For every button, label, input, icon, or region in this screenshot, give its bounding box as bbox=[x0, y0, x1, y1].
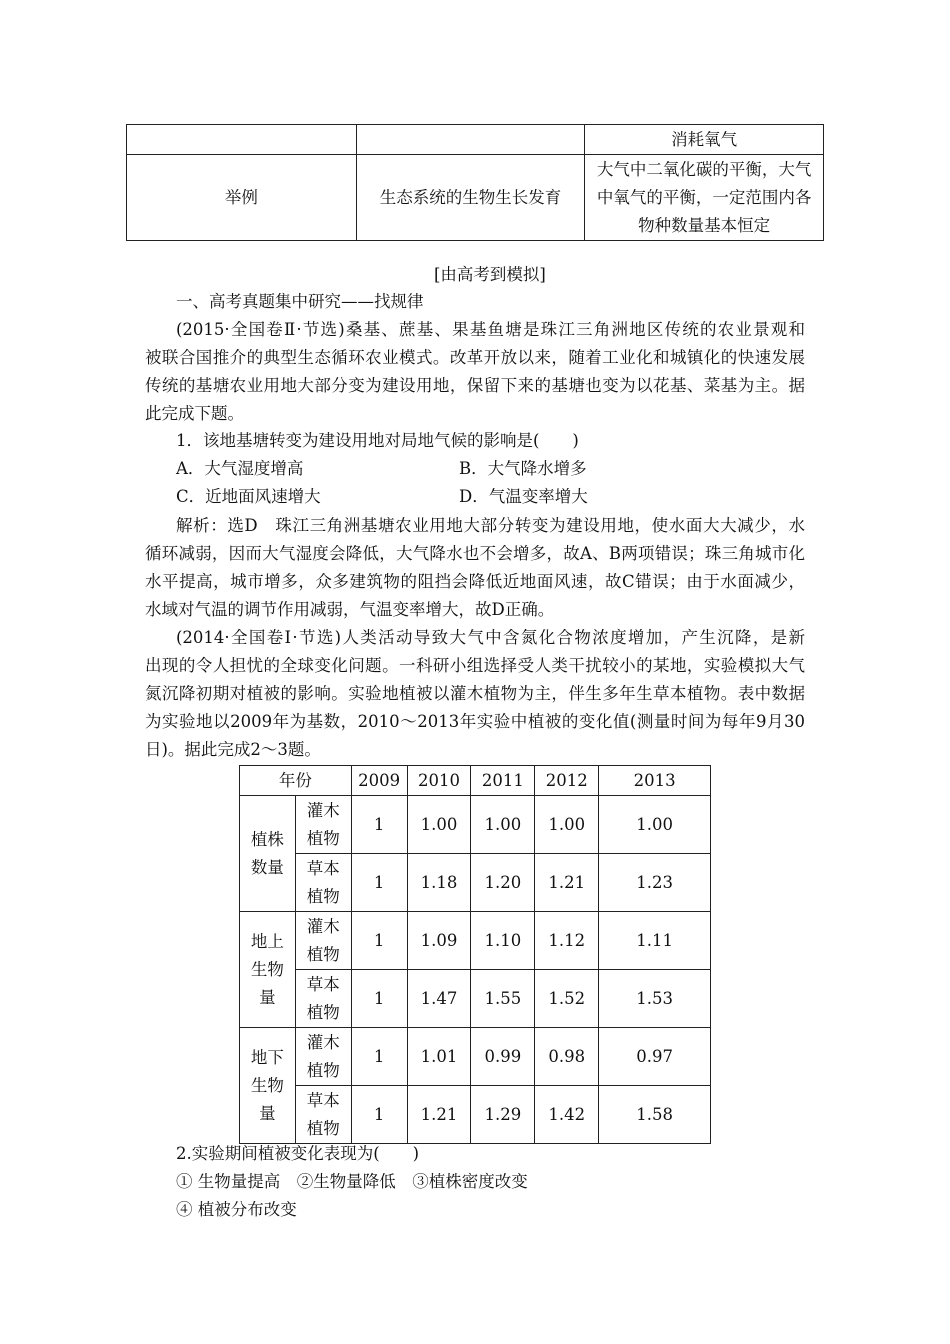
vegetation-data-table bbox=[239, 765, 711, 1144]
header-label: 年份 bbox=[240, 766, 352, 796]
year-header: 2009 bbox=[351, 766, 407, 796]
plant-type-line: 草本 bbox=[306, 974, 340, 994]
table-row bbox=[240, 970, 711, 1028]
value-cell: 1.55 bbox=[471, 970, 535, 1028]
passage-line: 出现的令人担忧的全球变化问题。一科研小组选择受人类干扰较小的某地，实验模拟大气 bbox=[145, 656, 805, 675]
value-cell: 1 bbox=[351, 912, 407, 970]
table-row bbox=[127, 155, 824, 241]
value-cell: 1 bbox=[351, 796, 407, 854]
passage-line: (2014·全国卷Ⅰ·节选)人类活动导致大气中含氮化合物浓度增加，产生沉降，是新 bbox=[176, 628, 805, 647]
passage-line: 此完成下题。 bbox=[145, 404, 244, 423]
plant-type-line: 灌木 bbox=[306, 800, 340, 820]
value-cell: 1 bbox=[351, 970, 407, 1028]
value-cell: 1.18 bbox=[407, 854, 471, 912]
group-label-line: 量 bbox=[259, 987, 276, 1007]
value-cell: 1.10 bbox=[471, 912, 535, 970]
group-label-line: 植株 bbox=[250, 829, 284, 849]
cell-line: 中氧气的平衡，一定范围内各 bbox=[596, 187, 812, 207]
section-title: [由高考到模拟] bbox=[434, 265, 546, 284]
value-cell: 1 bbox=[351, 854, 407, 912]
table-cell bbox=[585, 155, 824, 241]
plant-type-line: 灌木 bbox=[306, 916, 340, 936]
plant-type-line: 植物 bbox=[306, 828, 340, 848]
value-cell: 1.09 bbox=[407, 912, 471, 970]
plant-type-line: 草本 bbox=[306, 1090, 340, 1110]
value-cell: 1.01 bbox=[407, 1028, 471, 1086]
group-label bbox=[240, 1028, 296, 1144]
value-cell: 0.99 bbox=[471, 1028, 535, 1086]
plant-type bbox=[295, 796, 351, 854]
value-cell: 1.47 bbox=[407, 970, 471, 1028]
table-row bbox=[240, 912, 711, 970]
value-cell: 1.53 bbox=[599, 970, 711, 1028]
value-cell: 1.21 bbox=[407, 1086, 471, 1144]
group-label-line: 生物 bbox=[250, 1075, 284, 1095]
plant-type-line: 灌木 bbox=[306, 1032, 340, 1052]
plant-type-line: 植物 bbox=[306, 944, 340, 964]
plant-type-line: 植物 bbox=[306, 1060, 340, 1080]
value-cell: 1.23 bbox=[599, 854, 711, 912]
analysis-line: 水平提高，城市增多，众多建筑物的阻挡会降低近地面风速，故C错误；由于水面减少， bbox=[145, 572, 805, 591]
group-label-line: 地下 bbox=[250, 1047, 284, 1067]
year-header: 2012 bbox=[535, 766, 599, 796]
value-cell: 1.12 bbox=[535, 912, 599, 970]
value-cell: 1.00 bbox=[599, 796, 711, 854]
year-header: 2011 bbox=[471, 766, 535, 796]
question-options: ④ 植被分布改变 bbox=[176, 1200, 297, 1219]
table-row bbox=[127, 125, 824, 155]
question-options: ① 生物量提高 ②生物量降低 ③植株密度改变 bbox=[176, 1172, 528, 1191]
heading: 一、高考真题集中研究——找规律 bbox=[176, 292, 424, 311]
option-c: C．近地面风速增大 bbox=[176, 487, 321, 506]
plant-type-line: 植物 bbox=[306, 1002, 340, 1022]
group-label bbox=[240, 912, 296, 1028]
group-label-line: 生物 bbox=[250, 959, 284, 979]
group-label-line: 数量 bbox=[250, 857, 284, 877]
analysis-line: 循环减弱，因而大气湿度会降低，大气降水也不会增多，故A、B两项错误；珠三角城市化 bbox=[145, 544, 805, 563]
option-d: D．气温变率增大 bbox=[459, 487, 588, 506]
table-cell: 生态系统的生物生长发育 bbox=[356, 155, 585, 241]
group-label-line: 量 bbox=[259, 1103, 276, 1123]
plant-type bbox=[295, 912, 351, 970]
plant-type bbox=[295, 854, 351, 912]
question-stem: 1．该地基塘转变为建设用地对局地气候的影响是( ) bbox=[176, 431, 579, 450]
passage-line: 被联合国推介的典型生态循环农业模式。改革开放以来，随着工业化和城镇化的快速发展 bbox=[145, 348, 805, 367]
question-stem: 2.实验期间植被变化表现为( ) bbox=[176, 1144, 420, 1163]
value-cell: 1 bbox=[351, 1028, 407, 1086]
analysis-line: 水域对气温的调节作用减弱，气温变率增大，故D正确。 bbox=[145, 600, 555, 619]
value-cell: 1.52 bbox=[535, 970, 599, 1028]
plant-type bbox=[295, 1028, 351, 1086]
value-cell: 1.11 bbox=[599, 912, 711, 970]
table-row bbox=[240, 1086, 711, 1144]
value-cell: 1.00 bbox=[535, 796, 599, 854]
plant-type bbox=[295, 1086, 351, 1144]
table-header-row bbox=[240, 766, 711, 796]
passage-line: 传统的基塘农业用地大部分变为建设用地，保留下来的基塘也变为以花基、菜基为主。据 bbox=[145, 376, 805, 395]
value-cell: 0.98 bbox=[535, 1028, 599, 1086]
table-row bbox=[240, 1028, 711, 1086]
table-cell bbox=[127, 125, 357, 155]
option-a: A．大气湿度增高 bbox=[176, 459, 304, 478]
value-cell: 1.00 bbox=[471, 796, 535, 854]
year-header: 2010 bbox=[407, 766, 471, 796]
plant-type-line: 植物 bbox=[306, 1118, 340, 1138]
value-cell: 1 bbox=[351, 1086, 407, 1144]
option-b: B．大气降水增多 bbox=[459, 459, 587, 478]
passage-line: 为实验地以2009年为基数，2010～2013年实验中植被的变化值(测量时间为每年9月30 bbox=[145, 712, 805, 731]
value-cell: 1.00 bbox=[407, 796, 471, 854]
value-cell: 1.58 bbox=[599, 1086, 711, 1144]
cell-line: 物种数量基本恒定 bbox=[638, 215, 771, 235]
value-cell: 0.97 bbox=[599, 1028, 711, 1086]
year-header: 2013 bbox=[599, 766, 711, 796]
table-row bbox=[240, 854, 711, 912]
value-cell: 1.42 bbox=[535, 1086, 599, 1144]
group-label bbox=[240, 796, 296, 912]
value-cell: 1.29 bbox=[471, 1086, 535, 1144]
passage-line: 氮沉降初期对植被的影响。实验地植被以灌木植物为主，伴生多年生草本植物。表中数据 bbox=[145, 684, 805, 703]
passage-line: 日)。据此完成2～3题。 bbox=[145, 740, 321, 759]
plant-type-line: 植物 bbox=[306, 886, 340, 906]
table-row bbox=[240, 796, 711, 854]
comparison-table bbox=[126, 124, 824, 241]
value-cell: 1.20 bbox=[471, 854, 535, 912]
passage-line: (2015·全国卷Ⅱ·节选)桑基、蔗基、果基鱼塘是珠江三角洲地区传统的农业景观和 bbox=[176, 320, 805, 339]
group-label-line: 地上 bbox=[250, 931, 284, 951]
plant-type-line: 草本 bbox=[306, 858, 340, 878]
cell-line: 大气中二氧化碳的平衡，大气 bbox=[596, 159, 812, 179]
table-cell: 消耗氧气 bbox=[585, 125, 824, 155]
table-cell: 举例 bbox=[127, 155, 357, 241]
value-cell: 1.21 bbox=[535, 854, 599, 912]
table-cell bbox=[356, 125, 585, 155]
plant-type bbox=[295, 970, 351, 1028]
analysis-line: 解析：选D 珠江三角洲基塘农业用地大部分转变为建设用地，使水面大大减少，水 bbox=[176, 516, 805, 535]
